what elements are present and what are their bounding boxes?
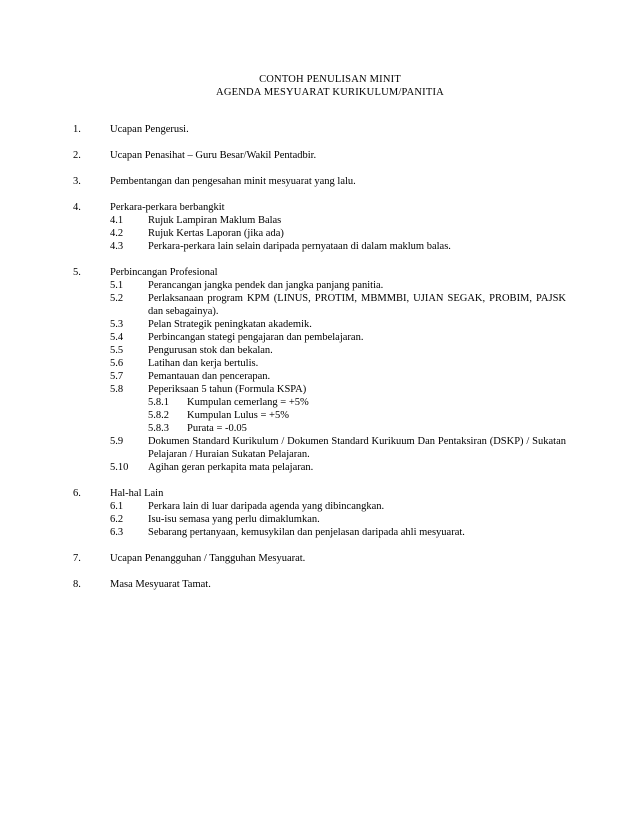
sub-item-number: 5.5: [110, 345, 124, 356]
agenda-list: [0, 123, 638, 604]
agenda-item-text: Perkara-perkara berbangkit: [110, 202, 225, 213]
title-line-1: CONTOH PENULISAN MINIT: [259, 74, 401, 85]
sub-item-text: Latihan dan kerja bertulis.: [148, 358, 259, 369]
sub-item-number: 5.7: [110, 371, 124, 382]
sub-item-text: Sebarang pertanyaan, kemusykilan dan penjelasan daripada ahli mesyuarat.: [148, 527, 465, 538]
sub-item-number: 5.4: [110, 332, 124, 343]
sub-item-number: 5.3: [110, 319, 124, 330]
agenda-item-7: [0, 552, 638, 565]
sub-item-number: 4.1: [110, 215, 124, 226]
sub-sub-item-5-8-1: [0, 396, 638, 409]
sub-item-number: 5.10: [110, 462, 129, 473]
sub-item-4-2: [0, 227, 638, 240]
agenda-item-3: [0, 175, 638, 188]
sub-sub-item-text: Purata = -0.05: [187, 423, 247, 434]
sub-item-number: 4.3: [110, 241, 124, 252]
agenda-item-text: Ucapan Pengerusi.: [110, 124, 189, 135]
sub-item-text: Agihan geran perkapita mata pelajaran.: [148, 462, 314, 473]
title-line-2: AGENDA MESYUARAT KURIKULUM/PANITIA: [216, 87, 444, 98]
agenda-item-number: 4.: [73, 202, 81, 213]
sub-item-5-9: [0, 435, 638, 461]
agenda-item-text: Hal-hal Lain: [110, 488, 164, 499]
sub-item-5-3: [0, 318, 638, 331]
sub-item-text: Perlaksanaan program KPM (LINUS, PROTIM, MBMMBI, UJIAN SEGAK, PROBIM, PAJSK dan sebagainya).: [148, 293, 566, 317]
sub-item-number: 5.2: [110, 293, 124, 304]
sub-item-number: 6.1: [110, 501, 124, 512]
agenda-item-number: 7.: [73, 553, 81, 564]
agenda-item-text: Perbincangan Profesional: [110, 267, 218, 278]
sub-item-text: Isu-isu semasa yang perlu dimaklumkan.: [148, 514, 320, 525]
sub-item-text: Pemantauan dan pencerapan.: [148, 371, 271, 382]
agenda-item-number: 1.: [73, 124, 81, 135]
agenda-item-text: Masa Mesyuarat Tamat.: [110, 579, 211, 590]
agenda-item-text: Pembentangan dan pengesahan minit mesyuarat yang lalu.: [110, 176, 356, 187]
sub-item-5-2: [0, 292, 638, 318]
agenda-item-number: 5.: [73, 267, 81, 278]
sub-sub-item-5-8-2: [0, 409, 638, 422]
sub-item-number: 5.9: [110, 436, 124, 447]
agenda-item-1: [0, 123, 638, 136]
sub-item-4-1: [0, 214, 638, 227]
sub-item-5-8: [0, 383, 638, 396]
sub-sub-item-number: 5.8.2: [148, 410, 169, 421]
sub-item-text: Pengurusan stok dan bekalan.: [148, 345, 273, 356]
sub-sub-item-number: 5.8.1: [148, 397, 169, 408]
agenda-item-4: [0, 201, 638, 253]
sub-item-number: 4.2: [110, 228, 124, 239]
sub-item-5-6: [0, 357, 638, 370]
agenda-item-text: Ucapan Penasihat – Guru Besar/Wakil Pentadbir.: [110, 150, 317, 161]
sub-item-4-3: [0, 240, 638, 253]
sub-item-5-5: [0, 344, 638, 357]
sub-item-number: 6.2: [110, 514, 124, 525]
agenda-item-number: 2.: [73, 150, 81, 161]
sub-item-text: Perkara lain di luar daripada agenda yang dibincangkan.: [148, 501, 385, 512]
sub-item-number: 5.8: [110, 384, 124, 395]
sub-item-6-1: [0, 500, 638, 513]
sub-item-text: Rujuk Kertas Laporan (jika ada): [148, 228, 284, 239]
agenda-item-text: Ucapan Penangguhan / Tangguhan Mesyuarat.: [110, 553, 306, 564]
sub-item-number: 5.6: [110, 358, 124, 369]
document-title: [0, 73, 638, 99]
sub-item-5-4: [0, 331, 638, 344]
sub-item-number: 6.3: [110, 527, 124, 538]
sub-item-6-2: [0, 513, 638, 526]
sub-item-5-7: [0, 370, 638, 383]
agenda-item-number: 3.: [73, 176, 81, 187]
sub-sub-item-5-8-3: [0, 422, 638, 435]
sub-item-6-3: [0, 526, 638, 539]
sub-item-text: Dokumen Standard Kurikulum / Dokumen Standard Kurikuum Dan Pentaksiran (DSKP) / Sukatan Pelajaran / Huraian Sukatan Pelajaran.: [148, 436, 566, 460]
sub-item-number: 5.1: [110, 280, 124, 291]
sub-sub-item-number: 5.8.3: [148, 423, 169, 434]
agenda-item-number: 8.: [73, 579, 81, 590]
sub-item-5-10: [0, 461, 638, 474]
sub-item-text: Perkara-perkara lain selain daripada pernyataan di dalam maklum balas.: [148, 241, 451, 252]
sub-sub-item-text: Kumpulan cemerlang = +5%: [187, 397, 309, 408]
sub-item-text: Perbincangan stategi pengajaran dan pembelajaran.: [148, 332, 364, 343]
sub-item-text: Perancangan jangka pendek dan jangka panjang panitia.: [148, 280, 384, 291]
agenda-item-2: [0, 149, 638, 162]
agenda-item-5: [0, 266, 638, 474]
sub-item-text: Pelan Strategik peningkatan akademik.: [148, 319, 312, 330]
agenda-item-number: 6.: [73, 488, 81, 499]
sub-sub-item-text: Kumpulan Lulus = +5%: [187, 410, 289, 421]
agenda-item-8: [0, 578, 638, 591]
sub-item-text: Peperiksaan 5 tahun (Formula KSPA): [148, 384, 307, 395]
sub-item-5-1: [0, 279, 638, 292]
agenda-item-6: [0, 487, 638, 539]
sub-item-text: Rujuk Lampiran Maklum Balas: [148, 215, 282, 226]
